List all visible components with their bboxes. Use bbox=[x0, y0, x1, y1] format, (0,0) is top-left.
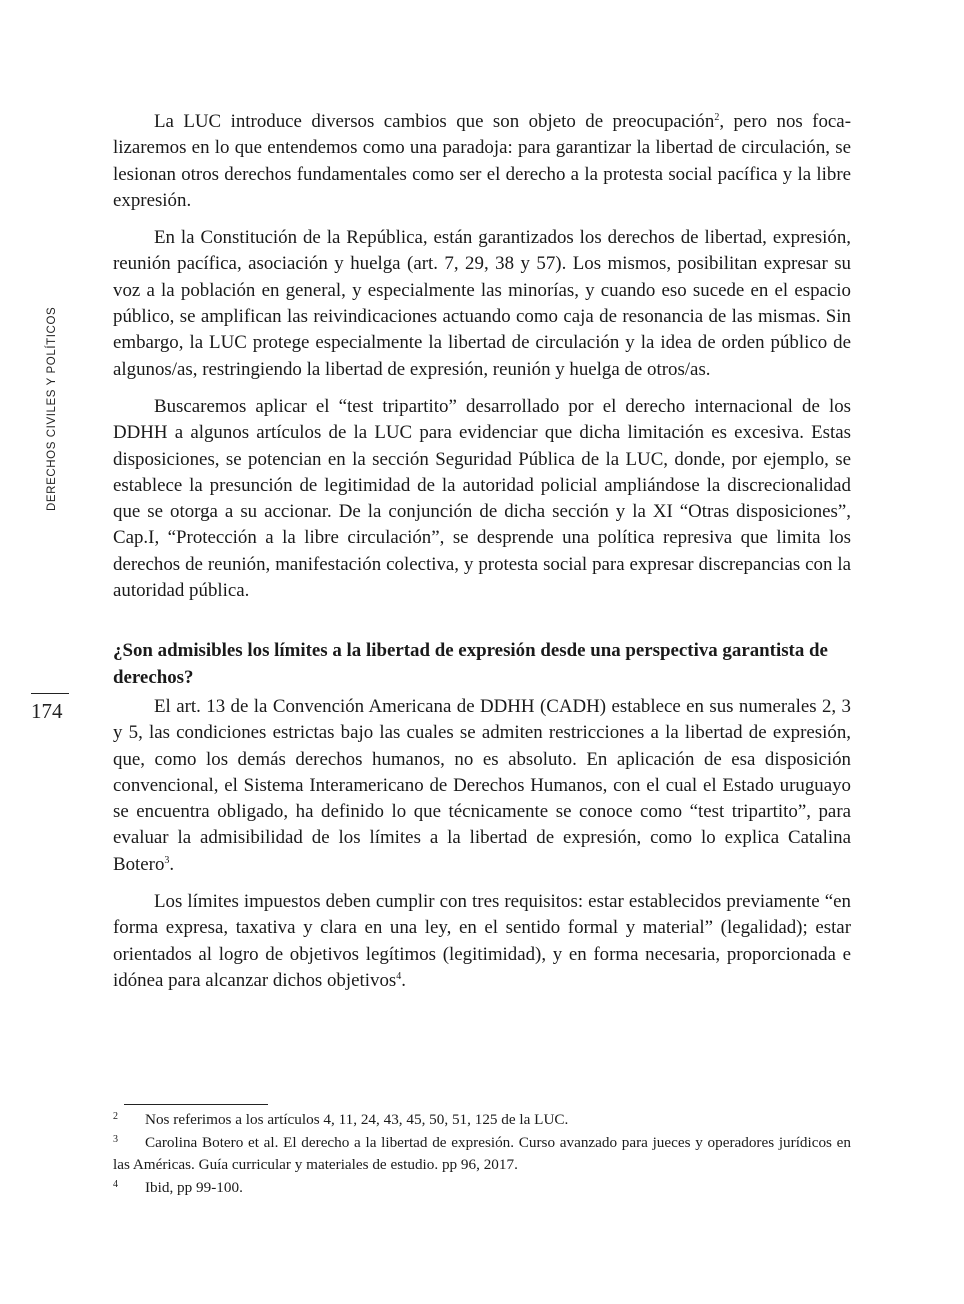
paragraph-4: El art. 13 de la Convención Americana de DDHH (CADH) establece en sus numerales 2, 3 y 5, las condiciones estrictas bajo las cuales se admiten restricciones a la libertad de expresión, que, como los demás derechos humanos, no es absoluto. En aplicación de esa disposición convencional, el Sistema Interamericano de Derechos Humanos, con el cual el Estado uruguayo se encuentra obligado, ha definido lo que técnicamente se conoce como “test tripartito”, para evaluar la admisibilidad de los límites a la libertad de expresión, como lo explica Catalina Botero$^3$. bbox=[113, 695, 851, 875]
page-number-rule bbox=[31, 693, 69, 694]
footnote-2: 2 Nos referimos a los artículos 4, 11, 24, 43, 45, 50, 51, 125 de la LUC. bbox=[113, 1111, 569, 1128]
footnotes bbox=[113, 1109, 851, 1199]
footnote-ref-4[interactable]: 4 bbox=[396, 970, 402, 982]
paragraph-3: Buscaremos aplicar el “test tripartito” desarrollado por el derecho internacional de los DDHH a algunos artículos de la LUC para evidenciar que dicha limitación es excesiva. Estas disposiciones, se potencian en la sección Seguridad Pública de la LUC, donde, por ejemplo, se establece la presunción de legitimidad de la autoridad policial ampliándose la discrecionalidad que se otorga a su accionar. De la conjunción de dicha sección y la XI “Otras disposiciones”, Cap.I, “Protección a la libre circulación”, se desprende una política represiva que limita los derechos de reunión, manifestación colectiva, y protesta social para expresar discrepancias con la autoridad pública. bbox=[113, 395, 851, 602]
paragraph-5: Los límites impuestos deben cumplir con tres requisitos: estar establecidos previamente “en forma expresa, taxativa y clara en una ley, en el sentido formal y material” (legalidad); estar orientados al logro de objetivos legítimos (legitimidad), y en forma necesaria, proporcionada e idónea para alcanzar dichos objetivos$^4$. bbox=[113, 891, 851, 991]
section-heading: ¿Son admisibles los límites a la libertad de expresión desde una perspectiva garantista de derechos? bbox=[113, 640, 828, 688]
paragraph-2: En la Constitución de la República, están garantizados los derechos de libertad, expresión, reunión pacífica, asociación y huelga (art. 7, 29, 38 y 57). Los mismos, posibilitan expresar su voz a la población en general, y especialmente las minorías, y cuando eso sucede en el espacio público, se amplifican las reivindicaciones actuando como caja de resonancia de las mismas. Sin embargo, la LUC protege especialmente la libertad de circulación y la idea de orden público de algunos/as, restringiendo la libertad de expresión, reunión y huelga de otros/as. bbox=[113, 227, 851, 380]
footnote-separator bbox=[124, 1104, 268, 1105]
footnote-ref-3[interactable]: 3 bbox=[164, 854, 170, 866]
footnote-4: 4 Ibid, pp 99-100. bbox=[113, 1178, 243, 1196]
running-section-label: DERECHOS CIVILES Y POLÍTICOS bbox=[46, 306, 58, 511]
page-number: 174 bbox=[31, 699, 63, 723]
body-text bbox=[113, 109, 851, 1005]
footnote-ref-2[interactable]: 2 bbox=[714, 112, 720, 123]
paragraph-1: La LUC introduce diversos cambios que son objeto de preocupación$^2$, pero nos focalizaremos en lo que entendemos como una paradoja: para garantizar la libertad de circulación, se lesionan otros derechos fundamentales como ser el derecho a la protesta social pacífica y la libre expresión. bbox=[113, 111, 851, 211]
footnote-3: 3 Carolina Botero et al. El derecho a la libertad de expresión. Curso avanzado para jueces y operadores jurídicos en las Américas. Guía curricular y materiales de estudio. pp 96, 2017. bbox=[113, 1133, 851, 1174]
